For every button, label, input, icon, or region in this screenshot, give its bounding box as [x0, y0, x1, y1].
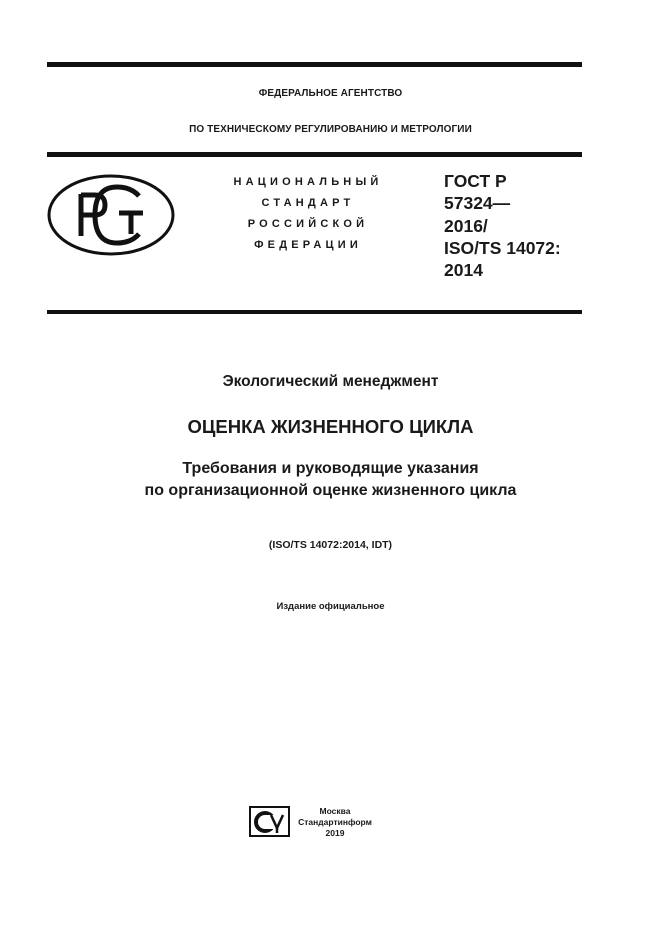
publisher-year: 2019	[325, 828, 345, 838]
standartinform-logo-icon	[249, 806, 290, 837]
subtitle	[0, 458, 661, 502]
national-standard-line: НАЦИОНАЛЬНЫЙ	[233, 176, 383, 188]
title-block-rule	[47, 310, 582, 314]
national-standard-line: РОССИЙСКОЙ	[247, 218, 369, 230]
designation-line: ISO/TS 14072:	[444, 237, 561, 258]
national-standard-line: СТАНДАРТ	[261, 197, 355, 209]
agency-line-2: ПО ТЕХНИЧЕСКОМУ РЕГУЛИРОВАНИЮ И МЕТРОЛОГИИ	[189, 124, 472, 135]
top-rule	[47, 62, 582, 67]
subtitle-line-1: Требования и руководящие указания	[182, 460, 479, 477]
designation-line: 2014	[444, 260, 483, 281]
agency-line-1: ФЕДЕРАЛЬНОЕ АГЕНТСТВО	[258, 88, 403, 99]
standard-designation	[444, 170, 561, 281]
topic-heading: Экологический менеджмент	[222, 373, 439, 390]
designation-line: 57324—	[444, 193, 511, 214]
national-standard-line: ФЕДЕРАЦИИ	[254, 239, 362, 251]
designation-line: ГОСТ Р	[444, 171, 507, 191]
subtitle-line-2: по организационной оценке жизненного цикла	[144, 482, 517, 499]
publisher-city: Москва	[319, 806, 351, 816]
main-title: ОЦЕНКА ЖИЗНЕННОГО ЦИКЛА	[187, 416, 474, 437]
iso-reference: (ISO/TS 14072:2014, IDT)	[268, 539, 393, 551]
header-rule	[47, 152, 582, 157]
edition-note: Издание официальное	[276, 601, 385, 612]
designation-line: 2016/	[444, 215, 488, 236]
gost-r-logo-icon	[47, 174, 175, 256]
national-standard-label	[222, 172, 394, 256]
publisher-name: Стандартинформ	[298, 817, 372, 827]
publisher-info	[292, 806, 378, 839]
